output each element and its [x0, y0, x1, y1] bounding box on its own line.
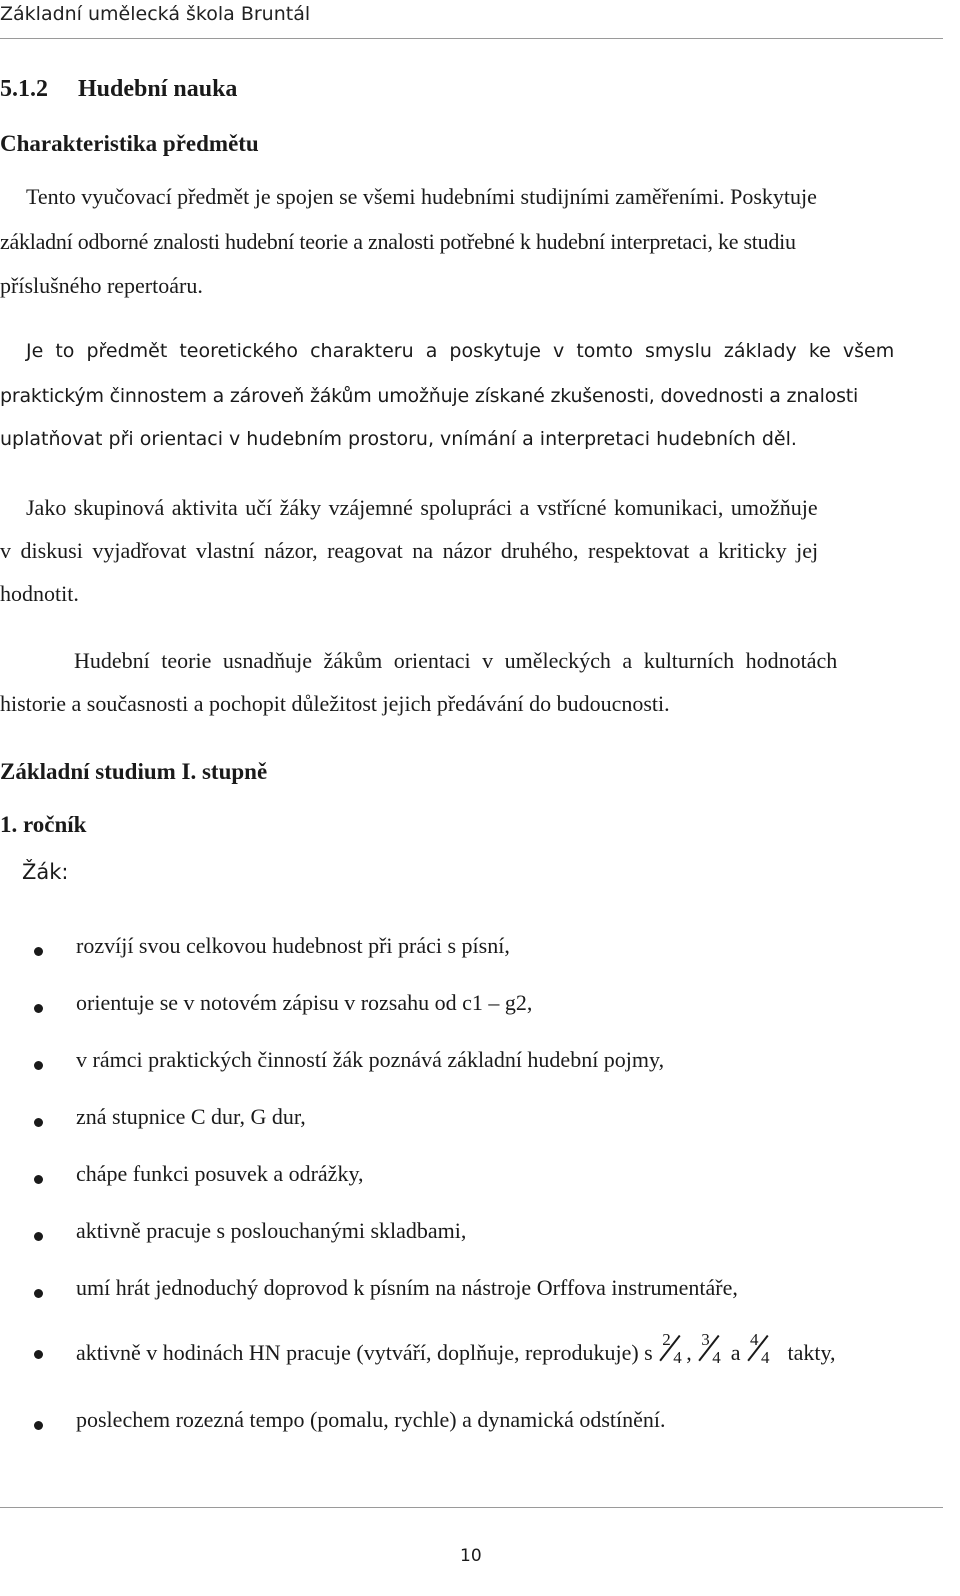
list-item	[0, 1218, 940, 1258]
study-heading: Základní studium I. stupně	[0, 759, 268, 784]
paragraph-line: v diskusi vyjadřovat vlastní názor, reagovat na názor druhého, respektovat a kriticky jej	[0, 538, 819, 563]
footer-divider	[0, 1507, 943, 1508]
list-item-text: aktivně pracuje s poslouchanými skladbami,	[76, 1218, 467, 1243]
list-item	[0, 1275, 940, 1315]
list-item	[0, 1161, 940, 1201]
bullet-icon	[34, 1289, 43, 1298]
time-signature-fraction: 4 4	[748, 1336, 772, 1366]
time-signature-suffix: takty,	[787, 1340, 836, 1365]
time-signature-fraction: 3 4	[699, 1336, 723, 1366]
paragraph-line: historie a současnosti a pochopit důležitost jejich předávání do budoucnosti.	[0, 691, 670, 716]
paragraph-line: základní odborné znalosti hudební teorie a znalosti potřebné k hudební interpretaci, ke studiu	[0, 229, 796, 254]
bullet-icon	[34, 1175, 43, 1184]
paragraph-line: hodnotit.	[0, 581, 79, 606]
bullet-icon	[34, 1350, 43, 1359]
bullet-icon	[34, 1232, 43, 1241]
list-item-text: chápe funkci posuvek a odrážky,	[76, 1161, 364, 1186]
list-item	[0, 1047, 940, 1087]
page-header	[0, 0, 943, 39]
time-signature-prefix: aktivně v hodinách HN pracuje (vytváří, doplňuje, reprodukuje) s	[76, 1340, 653, 1365]
section-title: Hudební nauka	[78, 76, 238, 102]
list-item-text: poslechem rozezná tempo (pomalu, rychle) a dynamická odstínění.	[76, 1407, 666, 1432]
list-item-text: orientuje se v notovém zápisu v rozsahu od c1 – g2,	[76, 990, 533, 1015]
list-item	[0, 990, 940, 1030]
section-number: 5.1.2	[0, 76, 48, 102]
time-signature-fraction: 2 4	[660, 1336, 684, 1366]
list-item-text: rozvíjí svou celkovou hudebnost při práci s písní,	[76, 933, 510, 958]
list-item-text: aktivně v hodinách HN pracuje (vytváří, doplňuje, reprodukuje) s 2 4 , 3 4 a 4 4 takty,	[76, 1330, 836, 1367]
paragraph-line: Je to předmět teoretického charakteru a poskytuje v tomto smyslu základy ke všem	[26, 340, 895, 362]
bullet-icon	[34, 1004, 43, 1013]
paragraph-line: Hudební teorie usnadňuje žákům orientaci v uměleckých a kulturních hodnotách	[74, 648, 838, 673]
list-item-text: umí hrát jednoduchý doprovod k písním na nástroje Orffova instrumentáře,	[76, 1275, 738, 1300]
list-item	[0, 1407, 940, 1447]
page-number: 10	[460, 1546, 482, 1566]
paragraph-line: praktickým činnostem a zároveň žákům umožňuje získané zkušenosti, dovednosti a znalosti	[0, 385, 859, 407]
characteristic-heading: Charakteristika předmětu	[0, 131, 259, 156]
bullet-icon	[34, 1118, 43, 1127]
list-item-text: zná stupnice C dur, G dur,	[76, 1104, 306, 1129]
pupil-label: Žák:	[22, 860, 69, 884]
paragraph-line: Tento vyučovací předmět je spojen se všemi hudebními studijními zaměřeními. Poskytuje	[26, 184, 817, 209]
paragraph-line: příslušného repertoáru.	[0, 273, 203, 298]
year-heading: 1. ročník	[0, 812, 87, 837]
list-item	[0, 1104, 940, 1144]
school-name: Základní umělecká škola Bruntál	[0, 3, 311, 25]
bullet-icon	[34, 1421, 43, 1430]
list-item-text: v rámci praktických činností žák poznává základní hudební pojmy,	[76, 1047, 665, 1072]
list-item-time-signatures	[0, 1330, 940, 1382]
bullet-icon	[34, 1061, 43, 1070]
paragraph-line: Jako skupinová aktivita učí žáky vzájemné spolupráci a vstřícné komunikaci, umožňuje	[26, 495, 818, 520]
list-item	[0, 933, 940, 973]
bullet-icon	[34, 947, 43, 956]
paragraph-line: uplatňovat při orientaci v hudebním prostoru, vnímání a interpretaci hudebních děl.	[0, 428, 797, 450]
